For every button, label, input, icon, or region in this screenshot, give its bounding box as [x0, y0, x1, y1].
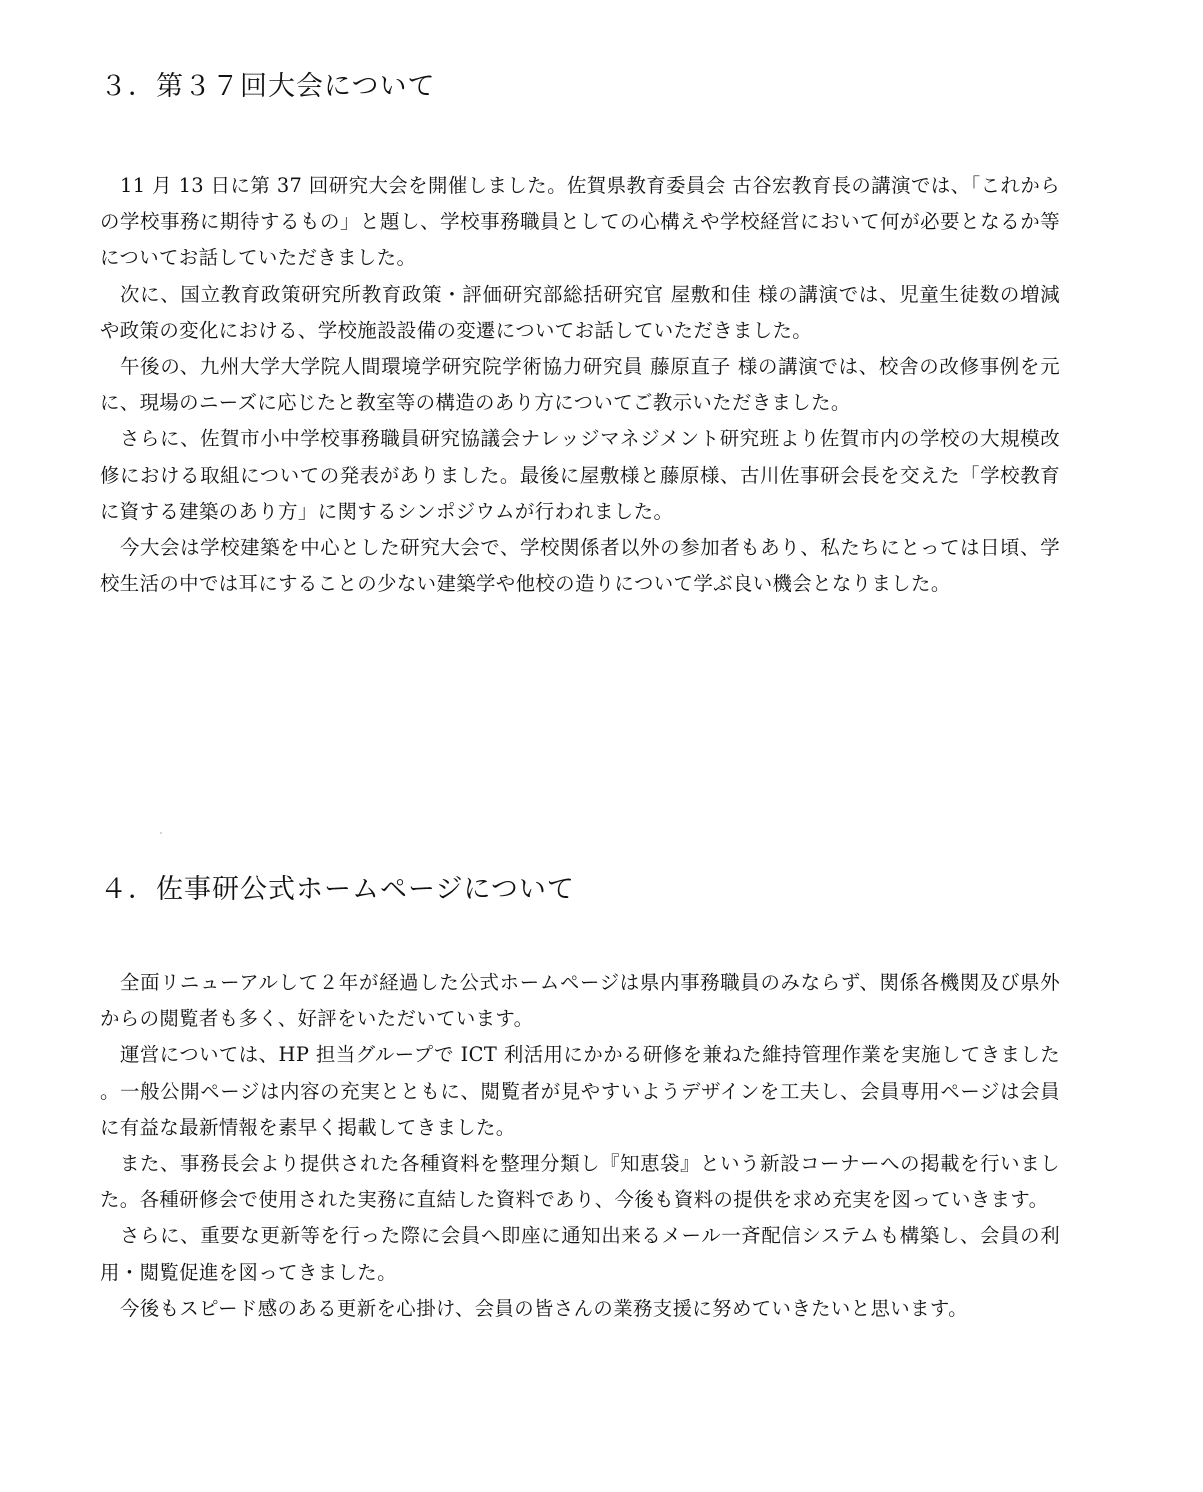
paragraph: 今後もスピード感のある更新を心掛け、会員の皆さんの業務支援に努めていきたいと思います。 — [120, 1296, 968, 1320]
paragraph: さらに、佐賀市小中学校事務職員研究協議会ナレッジマネジメント研究班より佐賀市内の学校の大規模改修における取組についての発表がありました。最後に屋敷様と藤原様、古川佐事研会長を交えた「学校教育に資する建築のあり方」に関するシンポジウムが行われました。 — [100, 427, 1060, 523]
paragraph: 全面リニューアルして２年が経過した公式ホームページは県内事務職員のみならず、関係各機関及び県外からの閲覧者も多く、好評をいただいています。 — [100, 971, 1060, 1031]
scan-speck — [160, 832, 162, 834]
section-body — [100, 965, 1060, 1327]
section-heading: ３．第３７回大会について — [100, 71, 436, 102]
paragraph: さらに、重要な更新等を行った際に会員へ即座に通知出来るメール一斉配信システムも構築し、会員の利用・閲覧促進を図ってきました。 — [100, 1224, 1060, 1284]
paragraph: 今大会は学校建築を中心とした研究大会で、学校関係者以外の参加者もあり、私たちにとっては日頃、学校生活の中では耳にすることの少ない建築学や他校の造りについて学ぶ良い機会となりました。 — [100, 536, 1060, 596]
paragraph: 午後の、九州大学大学院人間環境学研究院学術協力研究員 藤原直子 様の講演では、校舎の改修事例を元に、現場のニーズに応じたと教室等の構造のあり方についてご教示いただきました。 — [100, 355, 1060, 415]
paragraph: 次に、国立教育政策研究所教育政策・評価研究部総括研究官 屋敷和佳 様の講演では、児童生徒数の増減や政策の変化における、学校施設設備の変遷についてお話していただきました。 — [100, 282, 1060, 342]
paragraph: 11 月 13 日に第 37 回研究大会を開催しました。佐賀県教育委員会 古谷宏教育長の講演では、「これからの学校事務に期待するもの」と題し、学校事務職員としての心構えや学校経営において何が必要となるか等についてお話していただきました。 — [100, 174, 1060, 270]
paragraph: 運営については、HP 担当グループで ICT 利活用にかかる研修を兼ねた維持管理作業を実施してきました。一般公開ページは内容の充実とともに、閲覧者が見やすいようデザインを工夫し、会員専用ページは会員に有益な最新情報を素早く掲載してきました。 — [100, 1043, 1060, 1139]
section-body — [100, 168, 1060, 602]
section-official-homepage — [100, 867, 1060, 1327]
section-37th-conference — [100, 64, 1060, 602]
paragraph: また、事務長会より提供された各種資料を整理分類し『知恵袋』という新設コーナーへの掲載を行いました。各種研修会で使用された実務に直結した資料であり、今後も資料の提供を求め充実を図っていきます。 — [100, 1152, 1060, 1212]
section-heading: ４．佐事研公式ホームページについて — [100, 874, 575, 905]
